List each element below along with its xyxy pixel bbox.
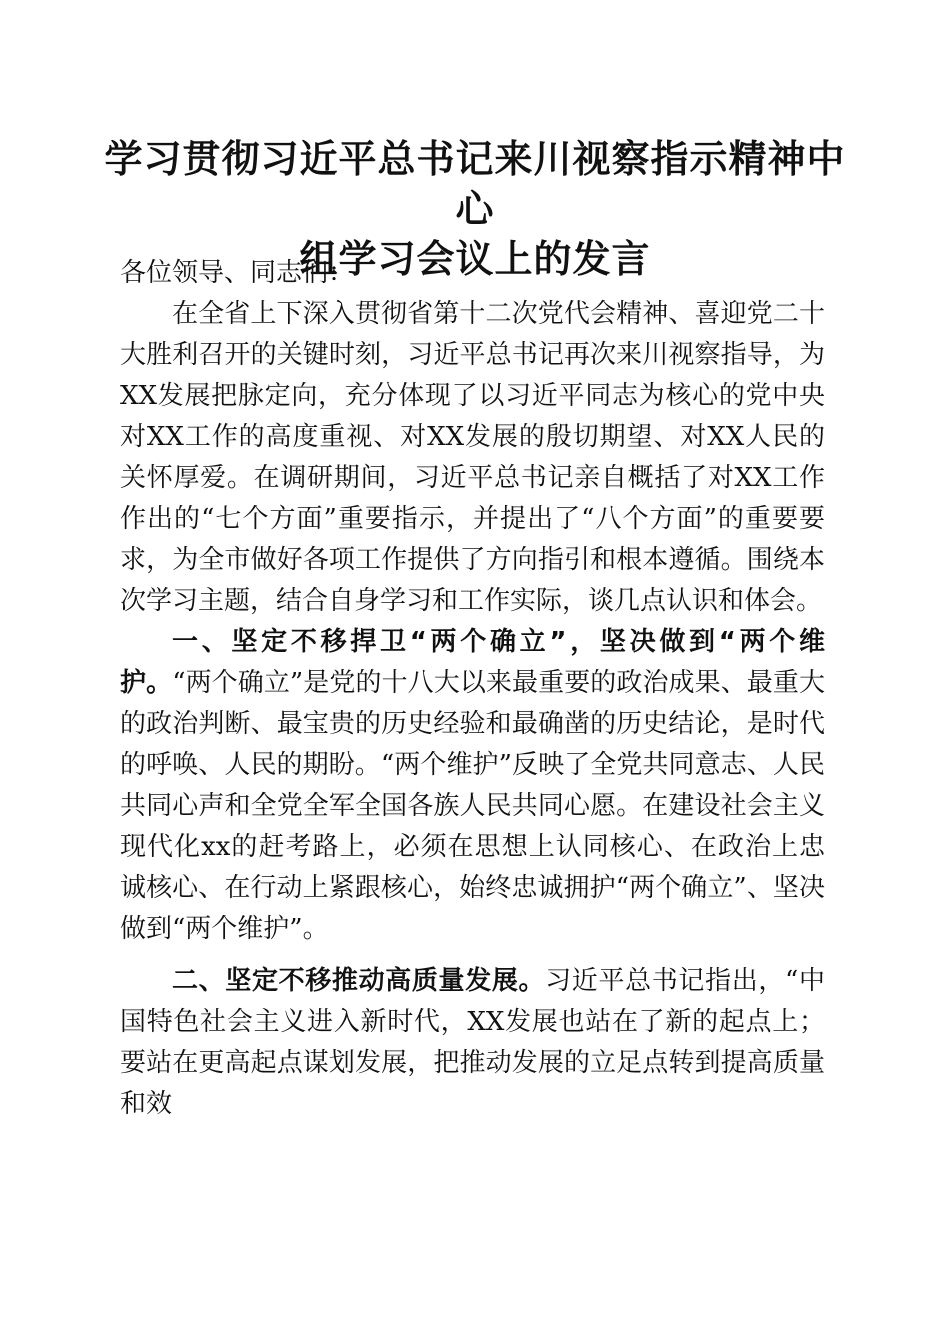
title-line-2: 组学习会议上的发言 [299, 236, 651, 281]
intro-paragraph: 在全省上下深入贯彻省第十二次党代会精神、喜迎党二十大胜利召开的关键时刻，习近平总书记再次来川视察指导，为XX发展把脉定向，充分体现了以习近平同志为核心的党中央对XX工作的高度重视、对XX发展的殷切期望、对XX人民的关怀厚爱。在调研期间，习近平总书记亲自概括了对XX工作作出的“七个方面”重要指示，并提出了“八个方面”的重要要求，为全市做好各项工作提供了方向指引和根本遵循。围绕本次学习主题，结合自身学习和工作实际，谈几点认识和体会。 [120, 299, 825, 616]
title-line-1: 学习贯彻习近平总书记来川视察指示精神中心 [104, 136, 846, 231]
section-2-heading: 二、坚定不移推动高质量发展。 [172, 966, 546, 996]
section-2-body: 习近平总书记指出，“中国特色社会主义进入新时代，XX发展也站在了新的起点上；要站在更高起点谋划发展，把推动发展的立足点转到提高质量和效 [120, 966, 825, 1119]
section-1-body: “两个确立”是党的十八大以来最重要的政治成果、最重大的政治判断、最宝贵的历史经验和最确凿的历史结论，是时代的呼唤、人民的期盼。“两个维护”反映了全党共同意志、人民共同心声和全党全军全国各族人民共同心愿。在建设社会主义现代化xx的赶考路上，必须在思想上认同核心、在政治上忠诚核心、在行动上紧跟核心，始终忠诚拥护“两个确立”、坚决做到“两个维护”。 [120, 668, 825, 944]
document-body [120, 253, 825, 1125]
section-1-paragraph [120, 622, 825, 950]
section-2-paragraph [120, 961, 825, 1125]
salutation: 各位领导、同志们： [120, 258, 355, 288]
section-1-heading: 一、坚定不移捍卫“两个确立”，坚决做到“两个维护。 [120, 627, 825, 698]
